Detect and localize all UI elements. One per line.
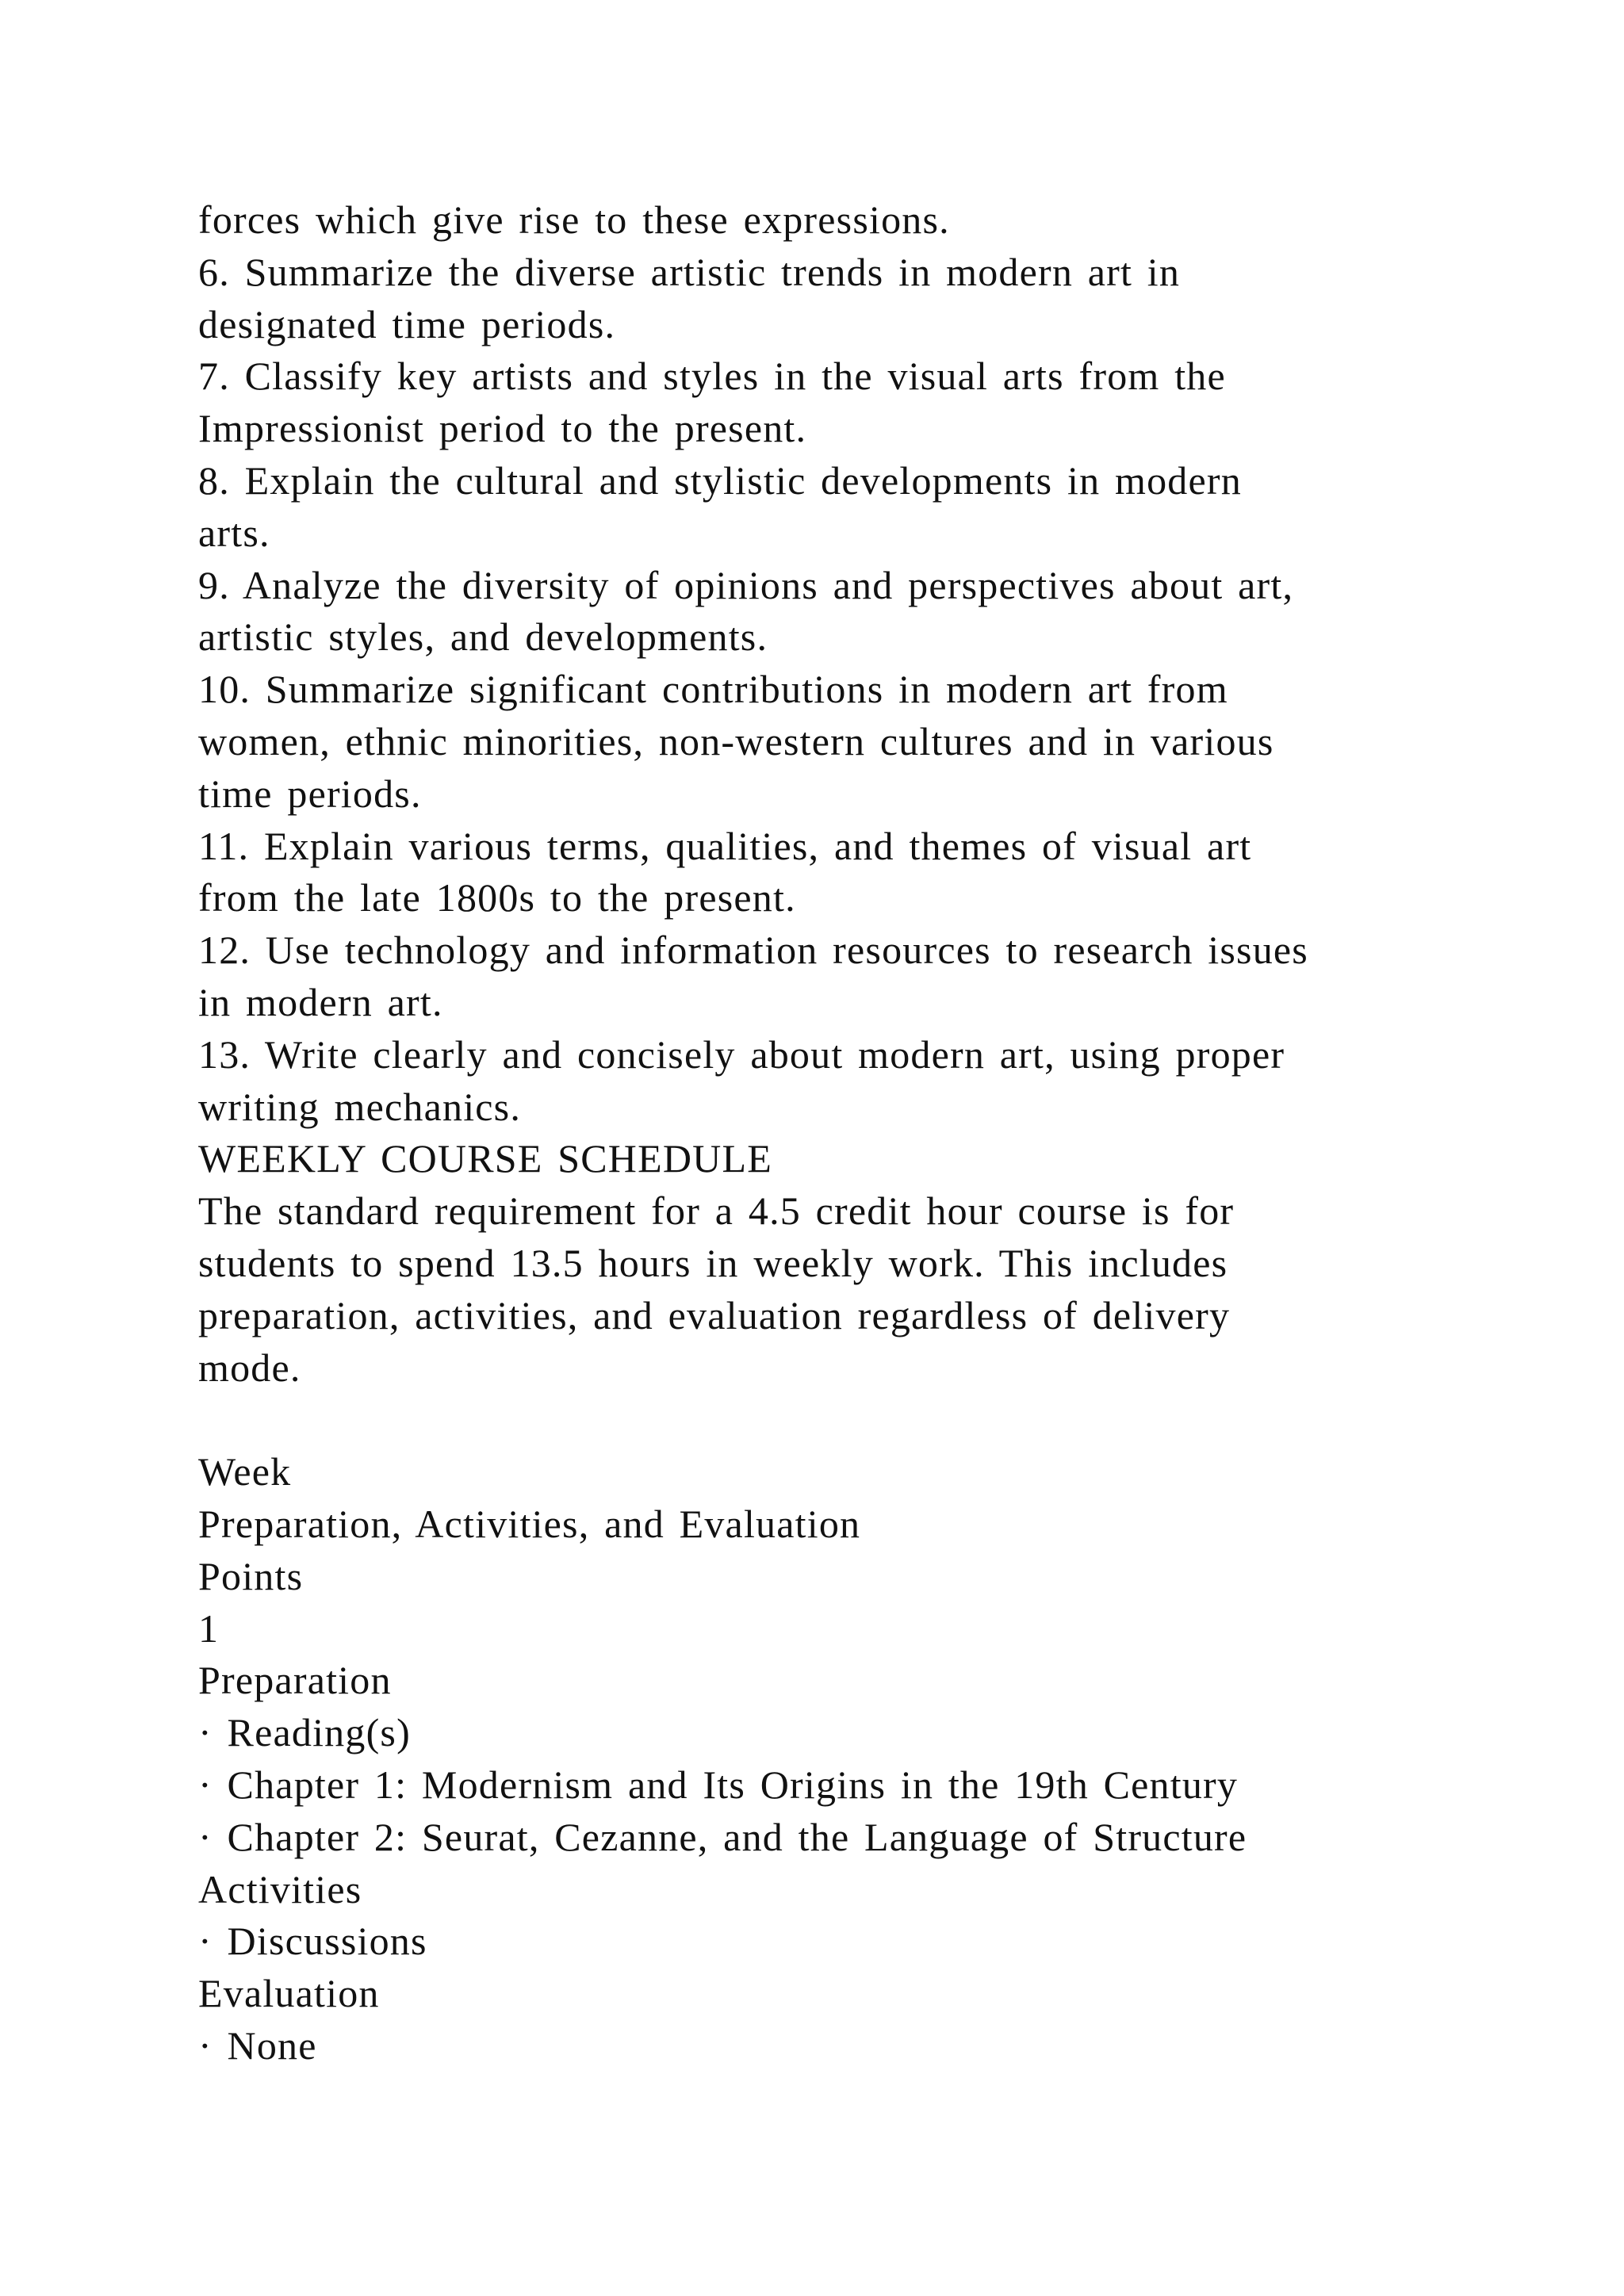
objective-7-line: 7. Classify key artists and styles in the visual arts from the	[198, 354, 1226, 399]
objective-7-line: Impressionist period to the present.	[198, 406, 807, 451]
schedule-intro-line: preparation, activities, and evaluation regardless of delivery	[198, 1292, 1231, 1337]
section-label-preparation: Preparation	[198, 1658, 392, 1703]
bullet-item: · None	[198, 2022, 317, 2068]
schedule-intro-line: students to spend 13.5 hours in weekly work. This includes	[198, 1240, 1228, 1285]
objective-6-line: designated time periods.	[198, 301, 616, 346]
objective-8-line: arts.	[198, 510, 270, 555]
schedule-heading: WEEKLY COURSE SCHEDULE	[198, 1136, 772, 1181]
section-label-evaluation: Evaluation	[198, 1971, 380, 2016]
objective-text-line: forces which give rise to these expressions.	[198, 197, 950, 242]
bullet-item: · Chapter 1: Modernism and Its Origins in the 19th Century	[198, 1762, 1239, 1807]
objective-9-line: artistic styles, and developments.	[198, 614, 768, 660]
blank-line	[198, 1394, 1546, 1446]
week-number: 1	[198, 1605, 220, 1651]
table-header-activities: Preparation, Activities, and Evaluation	[198, 1501, 861, 1546]
objective-8-line: 8. Explain the cultural and stylistic developments in modern	[198, 457, 1242, 503]
schedule-intro-line: mode.	[198, 1345, 301, 1390]
objective-12-line: in modern art.	[198, 979, 443, 1024]
section-label-activities: Activities	[198, 1866, 362, 1911]
objective-11-line: 11. Explain various terms, qualities, and themes of visual art	[198, 823, 1252, 868]
bullet-item: · Discussions	[198, 1919, 427, 1964]
objective-12-line: 12. Use technology and information resources to research issues	[198, 928, 1308, 973]
objective-13-line: 13. Write clearly and concisely about modern art, using proper	[198, 1031, 1285, 1077]
schedule-intro-line: The standard requirement for a 4.5 credit hour course is for	[198, 1188, 1235, 1234]
objective-6-line: 6. Summarize the diverse artistic trends in modern art in	[198, 249, 1181, 294]
objective-13-line: writing mechanics.	[198, 1084, 522, 1129]
objective-11-line: from the late 1800s to the present.	[198, 875, 796, 920]
objective-10-line: 10. Summarize significant contributions in modern art from	[198, 667, 1228, 712]
objective-9-line: 9. Analyze the diversity of opinions and perspectives about art,	[198, 562, 1294, 607]
objective-10-line: time periods.	[198, 771, 422, 816]
bullet-item: · Chapter 2: Seurat, Cezanne, and the Language of Structure	[198, 1814, 1247, 1859]
bullet-item: · Reading(s)	[198, 1710, 411, 1755]
objective-10-line: women, ethnic minorities, non-western cultures and in various	[198, 718, 1274, 763]
document-body	[198, 194, 1546, 2072]
table-header-week: Week	[198, 1449, 292, 1494]
table-header-points: Points	[198, 1553, 304, 1598]
